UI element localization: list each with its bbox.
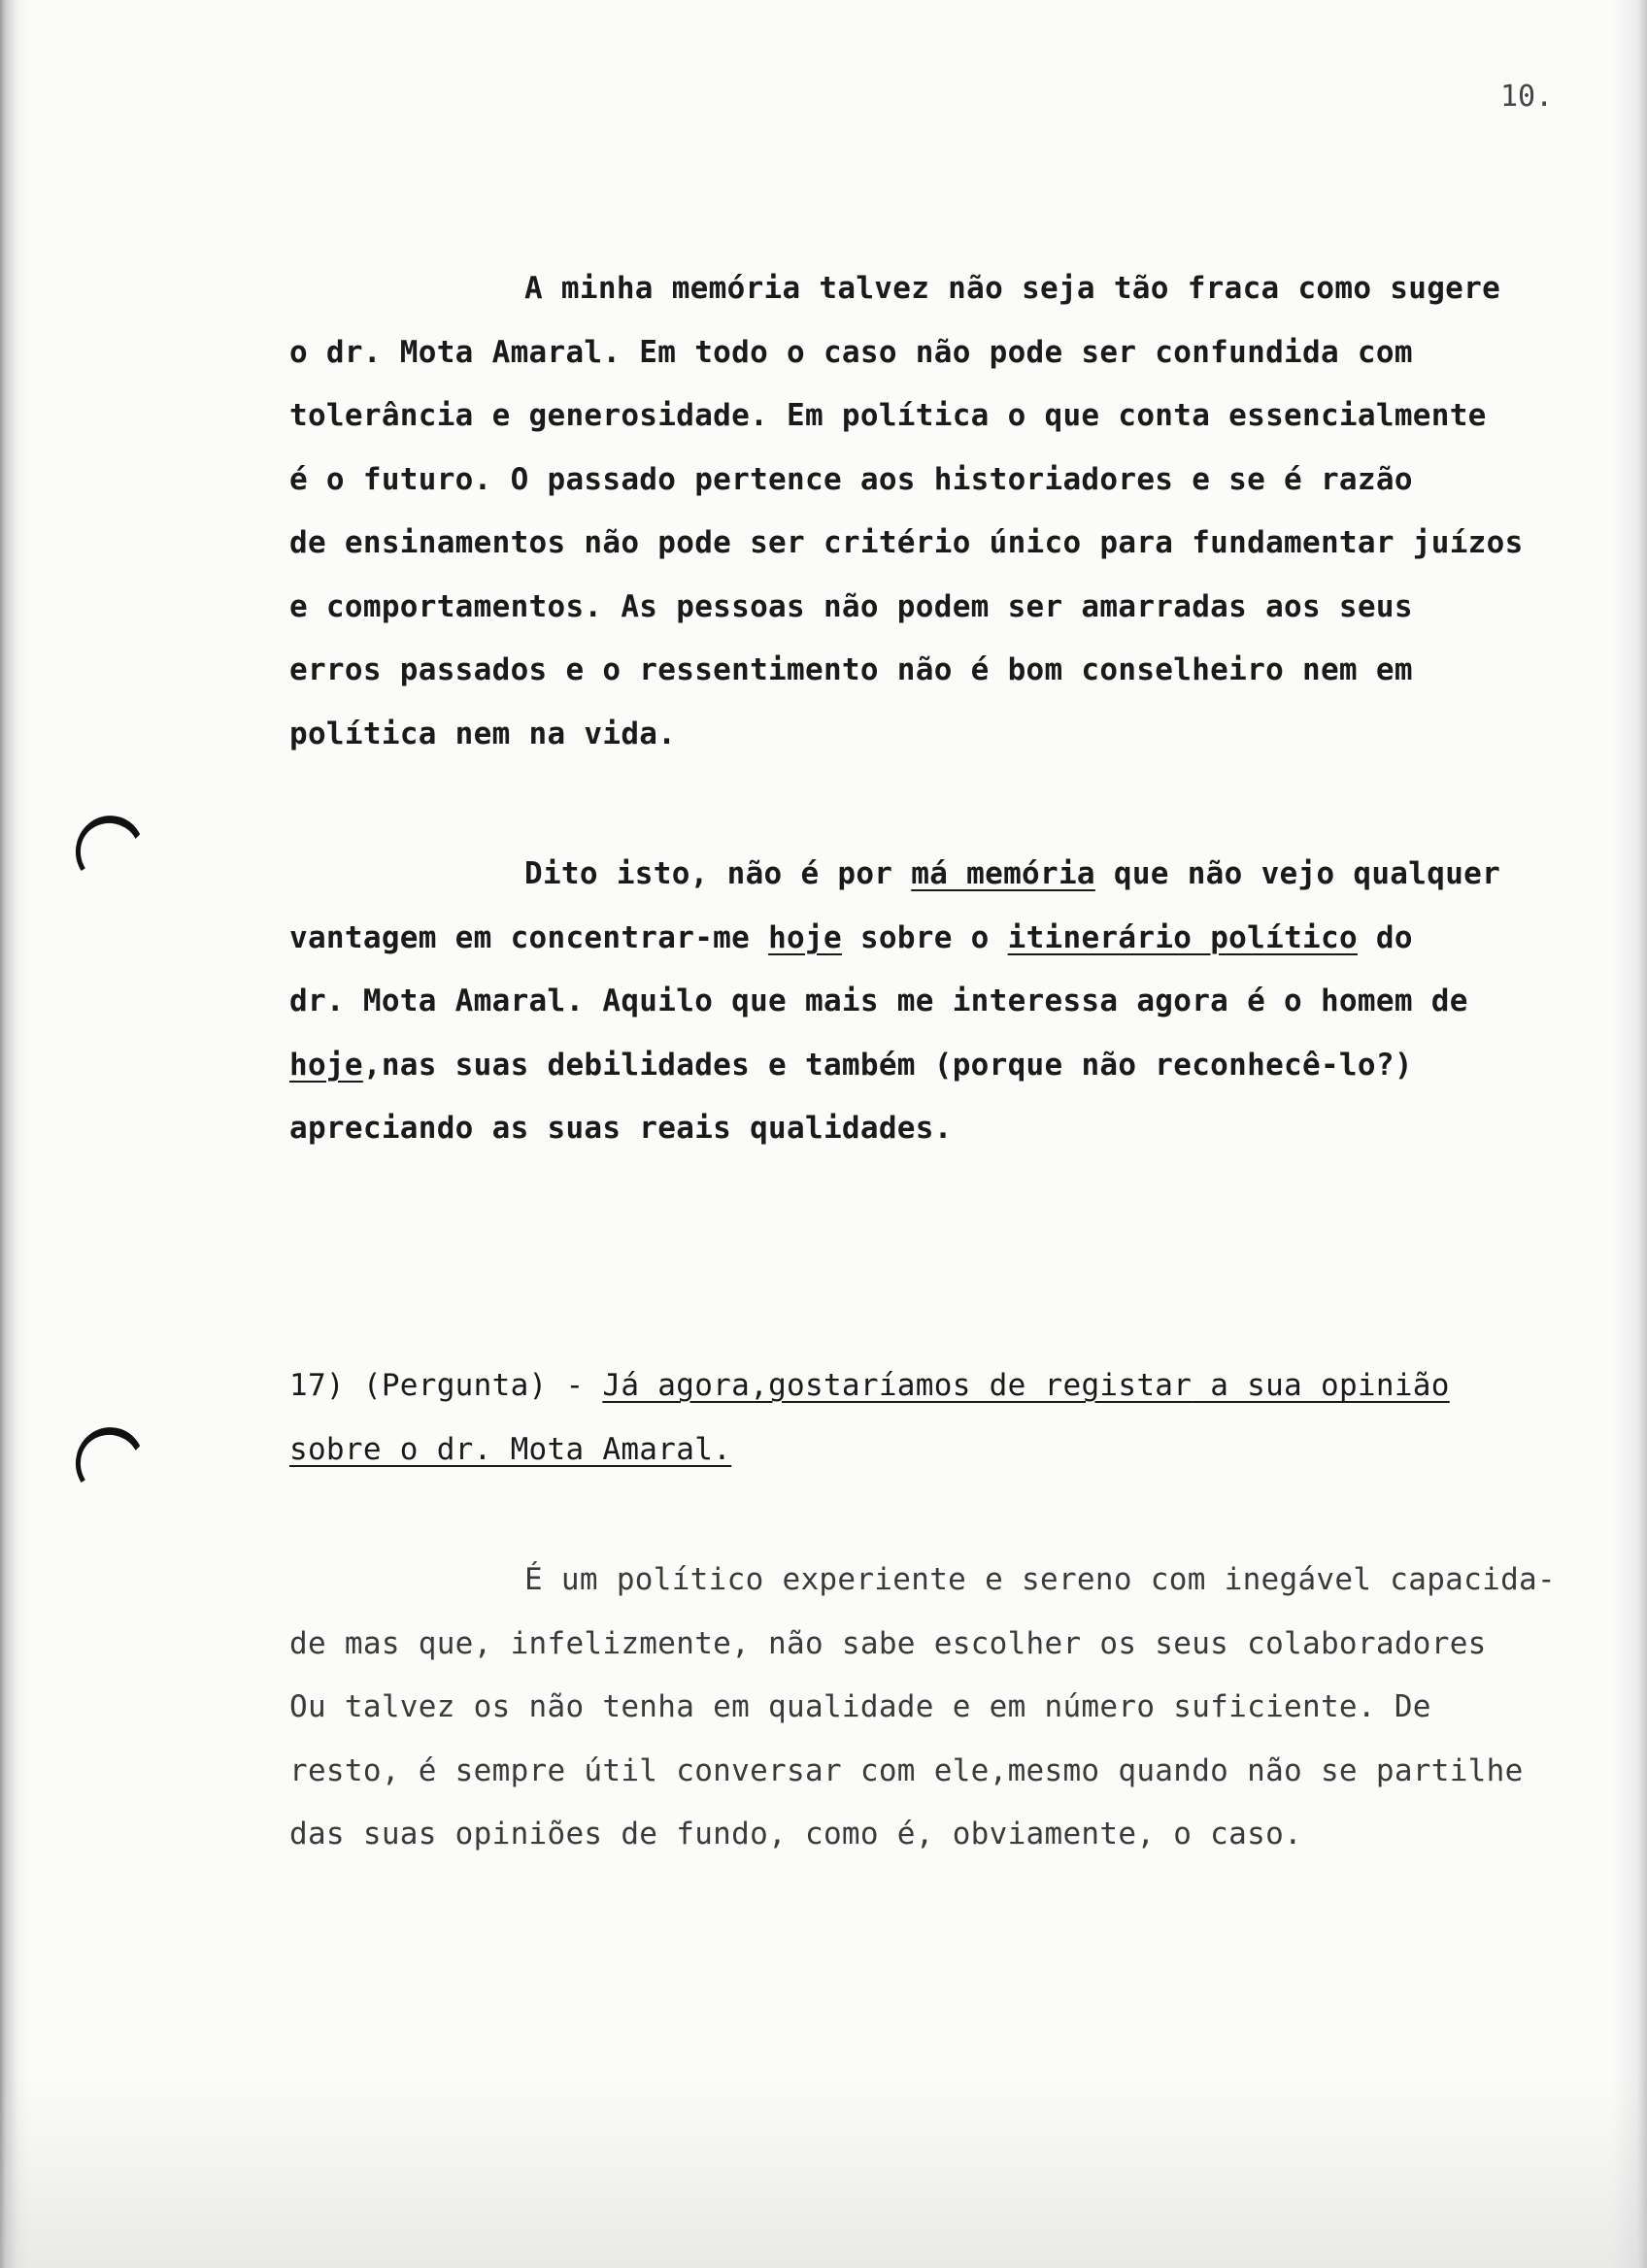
paragraph-2 — [289, 843, 1591, 1161]
binding-shadow — [0, 0, 29, 2268]
text-run: que não vejo qualquer — [1094, 856, 1501, 891]
punch-hole-mark-icon — [69, 1421, 151, 1505]
paragraph-1-line: de ensinamentos não pode ser critério único para fundamentar juízos — [289, 525, 1524, 560]
paragraph-1-line: política nem na vida. — [289, 716, 677, 751]
text-run: vantagem em concentrar-me — [289, 919, 769, 955]
text-run: do — [1357, 919, 1413, 955]
paragraph-2-line — [289, 843, 1591, 907]
question-17 — [289, 1354, 1591, 1482]
underlined-phrase: má memória — [911, 856, 1095, 891]
paragraph-2-line: dr. Mota Amaral. Aquilo que mais me interessa agora é o homem de — [289, 984, 1468, 1018]
underlined-phrase: Já agora,gostaríamos de registar — [602, 1368, 1193, 1403]
underlined-phrase: a sua opinião — [1192, 1368, 1450, 1403]
text-run: sobre o — [841, 919, 1008, 955]
answer-line: É um político experiente e sereno com inegável capacida- — [524, 1562, 1556, 1597]
paragraph-1-line: A minha memória talvez não seja tão fraca como sugere — [524, 271, 1501, 306]
answer-line: resto, é sempre útil conversar com ele,mesmo quando não se partilhe — [289, 1752, 1524, 1788]
answer-line: Ou talvez os não tenha em qualidade e em número suficiente. De — [289, 1689, 1431, 1724]
paragraph-1-line: o dr. Mota Amaral. Em todo o caso não pode ser confundida com — [289, 334, 1413, 370]
underlined-phrase: hoje — [768, 919, 842, 955]
paragraph-1-line: e comportamentos. As pessoas não podem ser amarradas aos seus — [289, 588, 1413, 624]
answer-line: de mas que, infelizmente, não sabe escolher os seus colaboradores — [289, 1625, 1487, 1661]
paragraph-2-line: apreciando as suas reais qualidades. — [289, 1111, 953, 1146]
paragraph-1-line: erros passados e o ressentimento não é bom conselheiro nem em — [289, 652, 1413, 687]
page-edge-shadow — [1612, 0, 1647, 2268]
question-label: 17) (Pergunta) - — [289, 1368, 603, 1403]
answer-line: das suas opiniões de fundo, como é, obviamente, o caso. — [289, 1817, 1302, 1851]
question-line: sobre o dr. Mota Amaral. — [289, 1431, 732, 1467]
paragraph-2-line — [289, 1034, 1591, 1098]
paragraph-1-line: tolerância e generosidade. Em política o que conta essencialmente — [289, 398, 1487, 433]
scan-smudge — [0, 2078, 1647, 2268]
underlined-phrase: itinerário político — [1007, 919, 1358, 955]
text-run: ,nas suas debilidades e também (porque não reconhecê-lo?) — [362, 1047, 1413, 1083]
paragraph-1-line: é o futuro. O passado pertence aos historiadores e se é razão — [289, 461, 1413, 497]
question-line — [289, 1354, 1591, 1418]
page-number: 10. — [1500, 80, 1554, 114]
paragraph-2-line — [289, 907, 1591, 971]
punch-hole-mark-icon — [69, 810, 151, 893]
paragraph-1 — [289, 257, 1591, 766]
answer-paragraph — [289, 1549, 1591, 1867]
text-run: Dito isto, não é por — [524, 856, 912, 891]
underlined-phrase: hoje — [289, 1047, 363, 1083]
